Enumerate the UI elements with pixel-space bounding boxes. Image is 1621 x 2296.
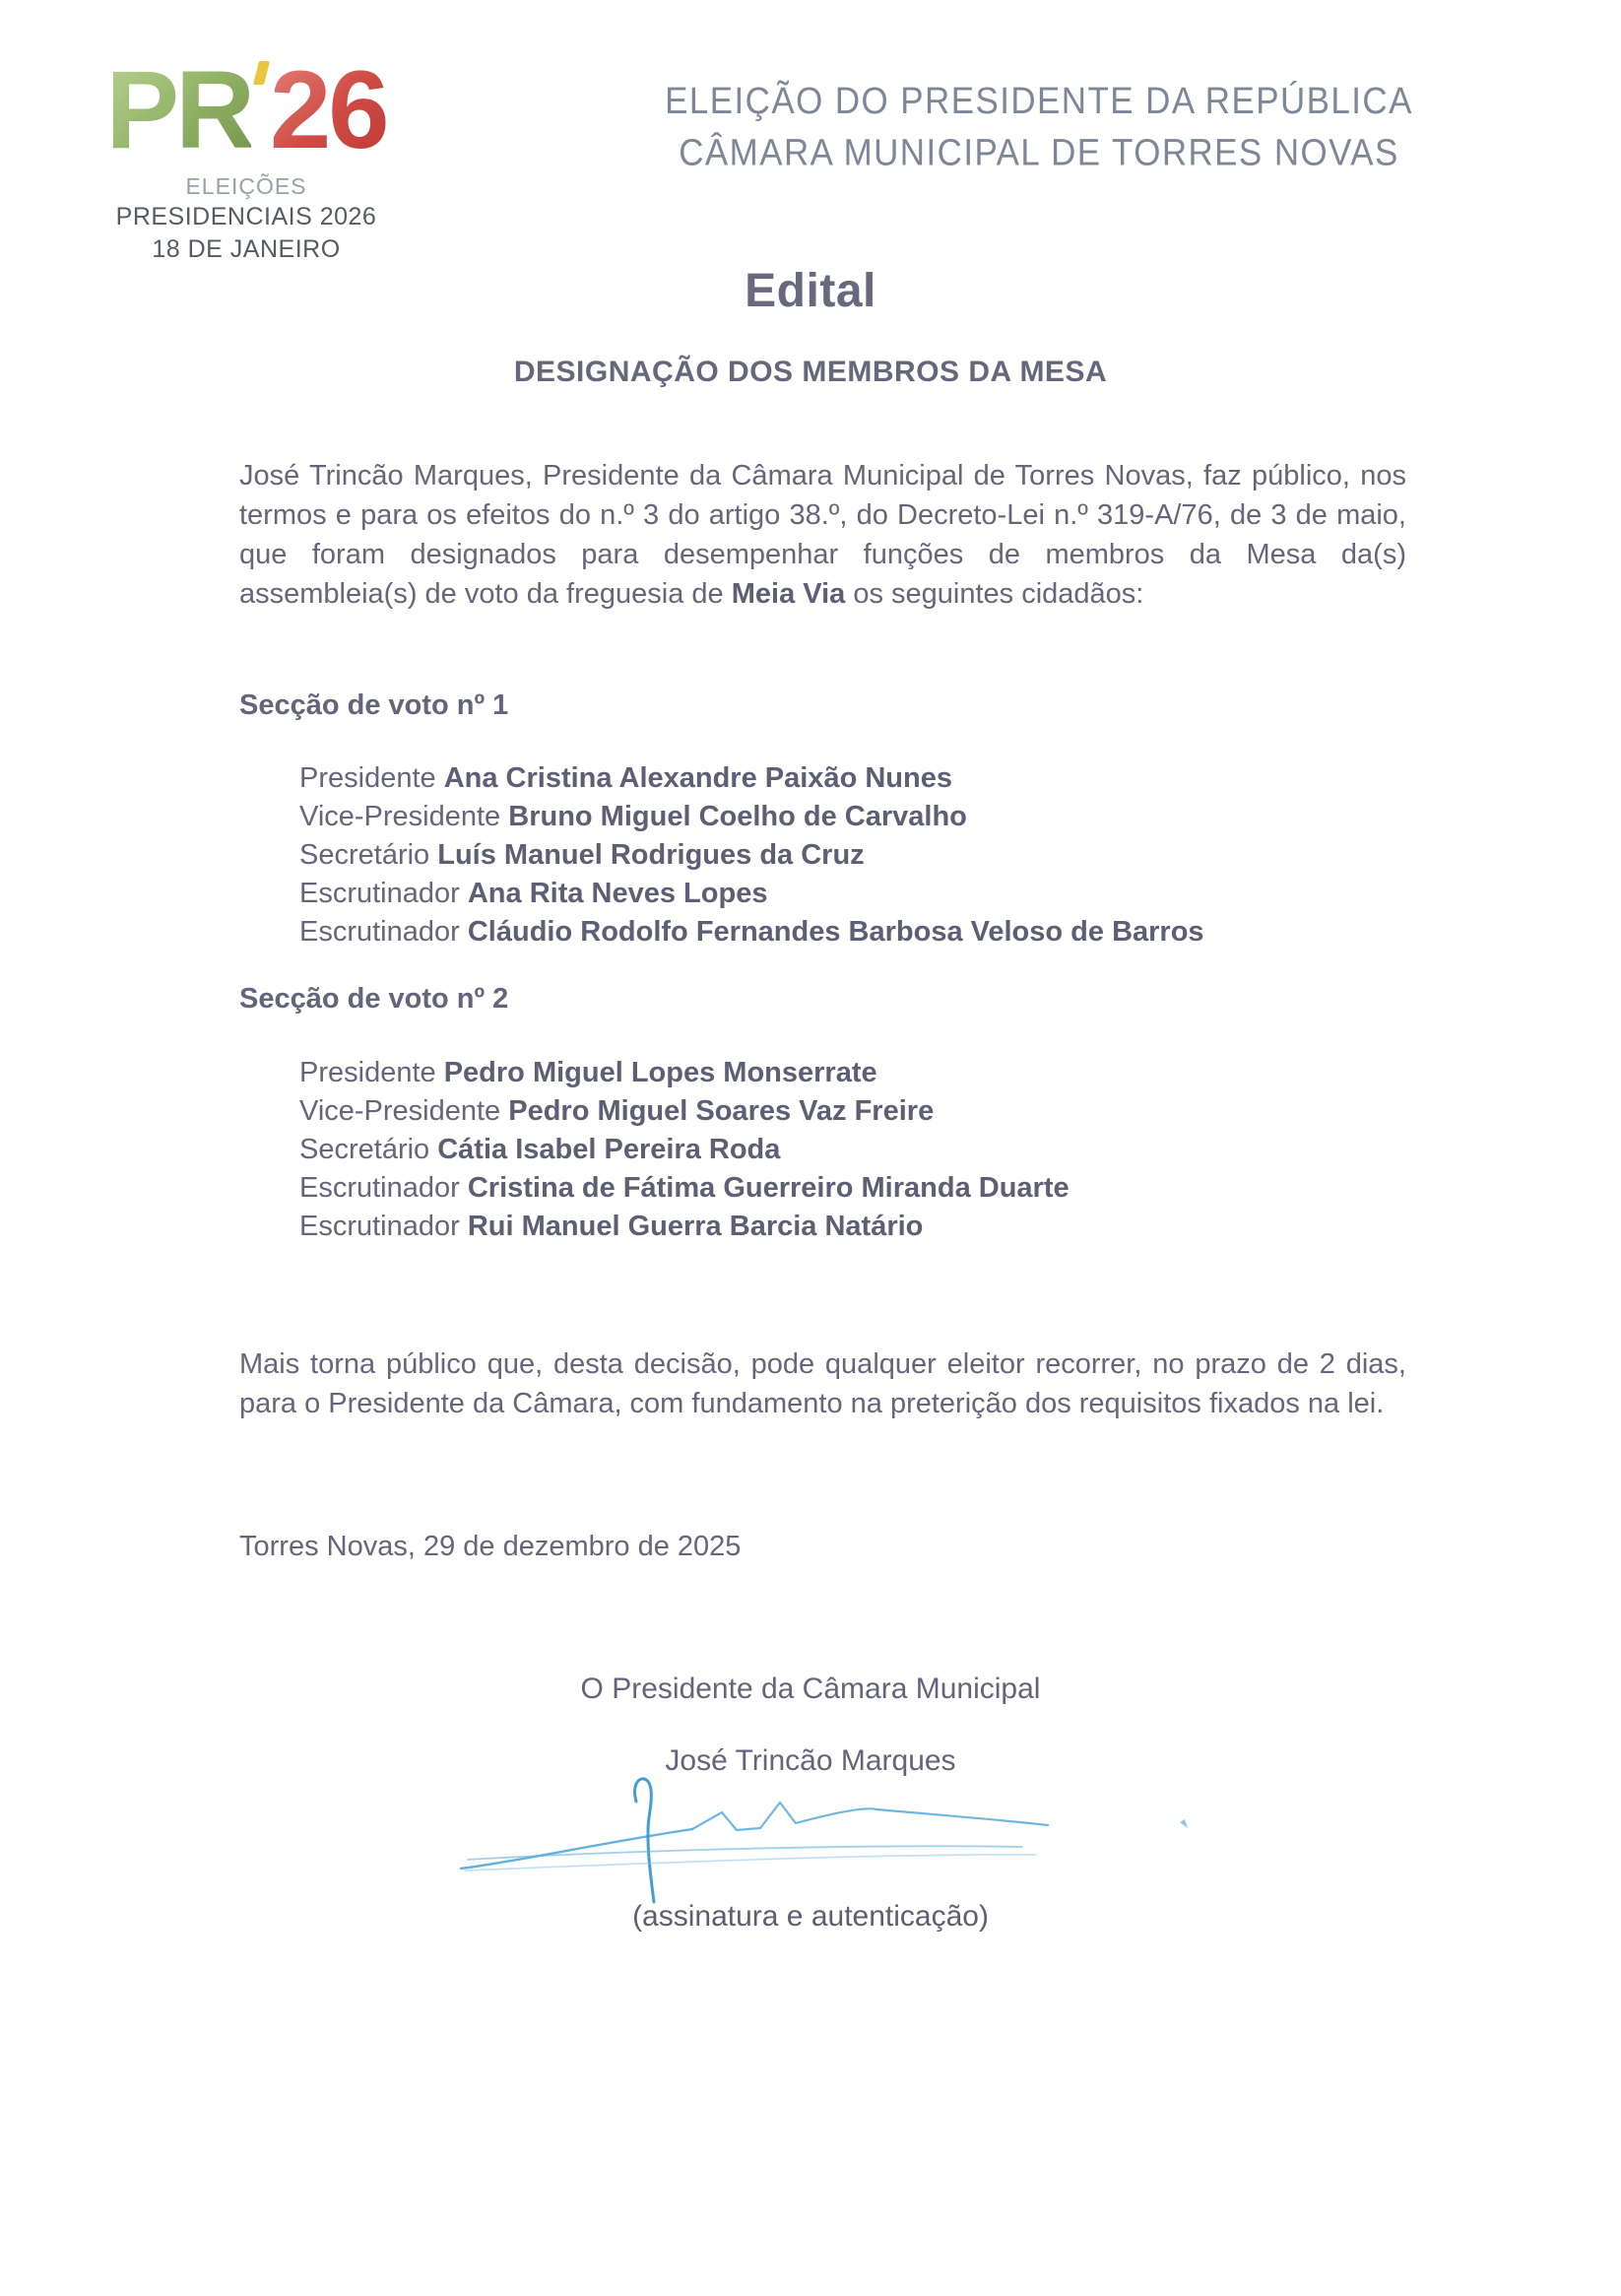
member-row bbox=[299, 798, 1204, 836]
member-row bbox=[299, 759, 1204, 798]
member-name: Pedro Miguel Soares Vaz Freire bbox=[508, 1095, 935, 1127]
dateline: Torres Novas, 29 de dezembro de 2025 bbox=[239, 1531, 742, 1562]
logo-pr-text: PR bbox=[105, 48, 251, 171]
member-row bbox=[299, 1054, 1070, 1092]
header-line-eleicao: ELEIÇÃO DO PRESIDENTE DA REPÚBLICA bbox=[665, 79, 1413, 122]
member-name: Bruno Miguel Coelho de Carvalho bbox=[508, 801, 967, 832]
section-1-member-list bbox=[299, 759, 1204, 951]
member-row bbox=[299, 875, 1204, 913]
member-role: Vice-Presidente bbox=[299, 1095, 509, 1127]
logo-subline-data: 18 DE JANEIRO bbox=[152, 235, 341, 263]
logo-subline-presidenciais: PRESIDENCIAIS 2026 bbox=[115, 203, 377, 230]
logo-subline-eleicoes: ELEIÇÕES bbox=[185, 173, 307, 199]
intro-paragraph bbox=[239, 456, 1406, 614]
logo-year-text: 26 bbox=[270, 48, 387, 171]
member-name: Ana Rita Neves Lopes bbox=[467, 878, 768, 909]
member-role: Escrutinador bbox=[299, 916, 468, 948]
intro-text-after: os seguintes cidadãos: bbox=[845, 578, 1144, 610]
intro-freguesia-name: Meia Via bbox=[731, 578, 846, 610]
member-role: Vice-Presidente bbox=[299, 801, 509, 832]
signature-caption: (assinatura e autenticação) bbox=[632, 1900, 989, 1933]
signatory-role: O Presidente da Câmara Municipal bbox=[580, 1673, 1041, 1705]
member-row bbox=[299, 1092, 1070, 1131]
intro-text-before: José Trincão Marques, Presidente da Câmara Municipal de Torres Novas, faz público, nos termos e para os efeitos do n.º 3 do artigo 38.º, do Decreto-Lei n.º 319-A/76, de 3 de maio, que foram designados para desempenhar funções de membros da Mesa da(s) assembleia(s) de voto da freguesia de bbox=[239, 460, 1406, 610]
member-name: Luís Manuel Rodrigues da Cruz bbox=[437, 839, 865, 871]
member-role: Escrutinador bbox=[299, 878, 468, 909]
member-role: Escrutinador bbox=[299, 1172, 468, 1204]
closing-paragraph: Mais torna público que, desta decisão, pode qualquer eleitor recorrer, no prazo de 2 dias, para o Presidente da Câmara, com fundamento na preterição dos requisitos fixados na lei. bbox=[239, 1348, 1406, 1419]
header-line-camara: CÂMARA MUNICIPAL DE TORRES NOVAS bbox=[679, 130, 1399, 173]
member-role: Escrutinador bbox=[299, 1211, 468, 1242]
page-title: Edital bbox=[745, 265, 876, 317]
member-name: Rui Manuel Guerra Barcia Natário bbox=[467, 1211, 924, 1242]
pr26-logo-wordmark bbox=[94, 48, 399, 171]
member-name: Ana Cristina Alexandre Paixão Nunes bbox=[443, 762, 952, 794]
section-2-member-list bbox=[299, 1054, 1070, 1246]
member-name: Cristina de Fátima Guerreiro Miranda Duarte bbox=[467, 1172, 1070, 1204]
member-row bbox=[299, 913, 1204, 951]
member-name: Pedro Miguel Lopes Monserrate bbox=[443, 1057, 877, 1088]
member-name: Cátia Isabel Pereira Roda bbox=[437, 1134, 781, 1165]
page-subtitle: DESIGNAÇÃO DOS MEMBROS DA MESA bbox=[513, 356, 1108, 388]
member-role: Presidente bbox=[299, 1057, 444, 1088]
member-role: Secretário bbox=[299, 839, 438, 871]
section-1-heading: Secção de voto nº 1 bbox=[239, 689, 509, 721]
section-2-heading: Secção de voto nº 2 bbox=[239, 983, 509, 1015]
member-role: Secretário bbox=[299, 1134, 438, 1165]
member-name: Cláudio Rodolfo Fernandes Barbosa Veloso de Barros bbox=[467, 916, 1204, 948]
pr26-logo bbox=[94, 48, 399, 264]
logo-apostrophe-icon bbox=[253, 61, 270, 85]
signatory-name: José Trincão Marques bbox=[665, 1744, 956, 1777]
member-role: Presidente bbox=[299, 762, 444, 794]
member-row bbox=[299, 1169, 1070, 1208]
member-row bbox=[299, 1131, 1070, 1169]
document-header bbox=[633, 75, 1446, 178]
member-row bbox=[299, 1208, 1070, 1246]
member-row bbox=[299, 836, 1204, 875]
